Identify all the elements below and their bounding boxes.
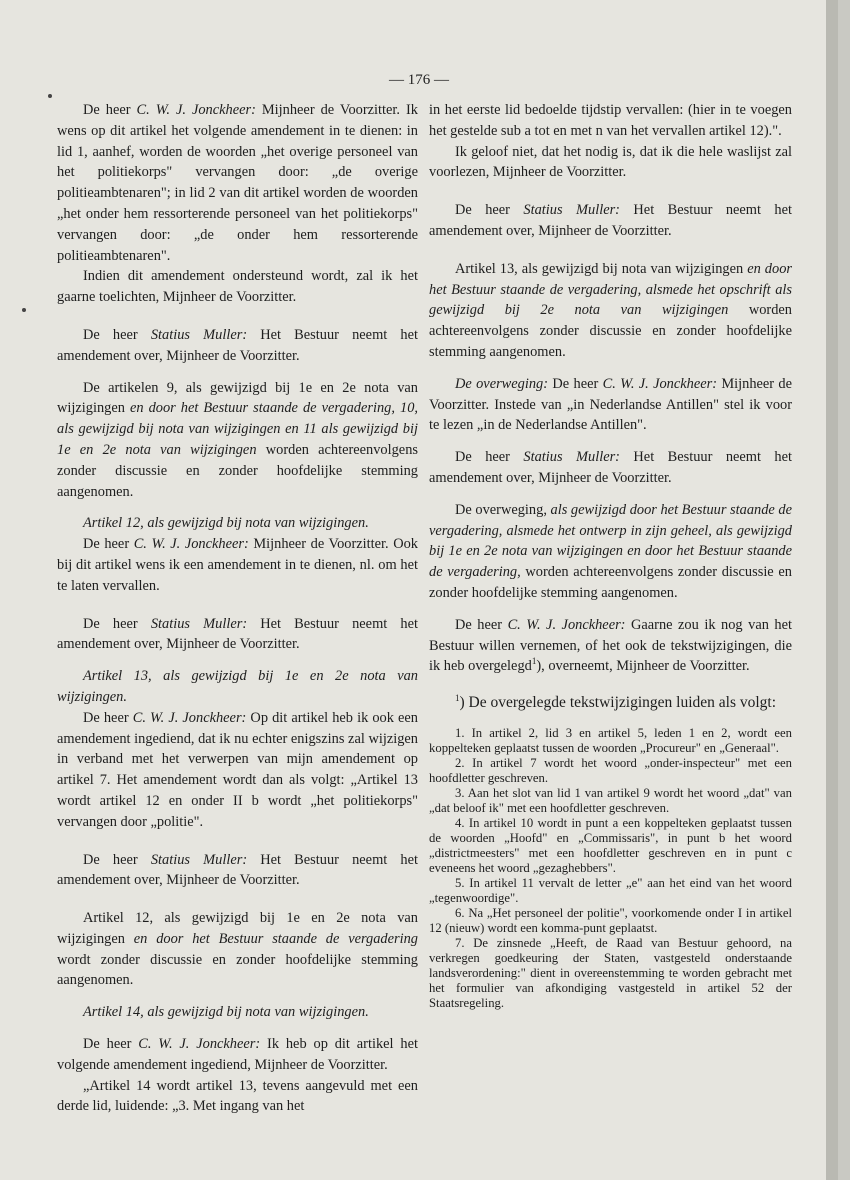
paragraph [429,447,792,489]
speaker-name: C. W. J. Jonckheer: [132,709,247,726]
text: De heer [83,1036,139,1053]
footnote-item: 3. Aan het slot van lid 1 van artikel 9 wordt het woord „dat" van „dat beloof ik" met een hoofdletter geschreven. [429,786,792,816]
right-column [429,100,792,1011]
speaker-name: Statius Muller: [523,449,620,466]
text: De heer [83,709,133,726]
paragraph [57,378,418,503]
speck [48,94,52,98]
text: Het Bestuur neemt het amendement over, Mijnheer de Voorzitter. [57,326,418,364]
speaker-name: C. W. J. Jonckheer: [138,1036,261,1053]
paragraph [57,850,418,892]
paragraph [57,614,418,656]
text: Artikel 12, als gewijzigd bij 1e en 2e nota van wijzigingen [57,910,418,947]
text: Het Bestuur neemt het amendement over, Mijnheer de Voorzitter. [57,851,418,889]
footnote-ref: 1 [531,656,537,667]
paragraph [57,708,418,833]
text: Gaarne zou ik nog van het Bestuur willen vernemen, of het ook de tekstwijzigingen, die ik heb overgelegd [429,616,793,675]
text: De heer [455,202,524,219]
text: De artikelen 9, als gewijzigd bij 1e en 2e nota van wijzigingen [57,379,418,417]
italic-text: Artikel 14, als gewijzigd bij nota van wijzigingen. [83,1004,369,1021]
speaker-name: C. W. J. Jonckheer: [133,536,249,553]
italic-text: en door het Bestuur staande de vergadering, 10, als gewijzigd bij nota van wijzigingen en 11 als gewijzigd bij 1e en 2e nota van wijzigingen [57,400,418,458]
text: Het Bestuur neemt het amendement over, Mijnheer de Voorzitter. [429,202,792,239]
paragraph: Ik geloof niet, dat het nodig is, dat ik die hele waslijst zal voorlezen, Mijnheer de Voorzitter. [429,143,792,181]
footnote-item: 7. De zinsnede „Heeft, de Raad van Bestuur gehoord, na verkregen goedkeuring der Staten, vastgesteld onderstaande landsverordening:" dient in overeenstemming te worden gebracht met het formulier van afkondiging vastgesteld in artikel 52 der Staatsregeling. [429,936,792,1011]
speaker-name: Statius Muller: [150,851,248,868]
italic-text: en door het Bestuur staande de vergadering, alsmede het opschrift als gewijzigd bij 2e nota van wijzigingen [429,260,792,319]
italic-text: De overweging: [455,375,549,392]
left-column [57,100,418,1117]
text: De heer [455,616,508,633]
footnote-item: 4. In artikel 10 wordt in punt a een koppelteken geplaatst tussen de woorden „Hoofd" en „Commissaris", in punt b het woord „districtmeesters" met een hoofdletter geschreven en in punt c eveneens het woord „gezaghebbers". [429,816,792,876]
footnote-heading [429,691,792,714]
paragraph [57,325,418,367]
text: De heer [83,851,151,868]
italic-text: Artikel 13, als gewijzigd bij 1e en 2e nota van wijzigingen. [57,668,418,705]
italic-text: Artikel 12, als gewijzigd bij nota van wijzigingen. [83,515,369,532]
text: De heer [83,615,151,632]
text: Mijnheer de Voorzitter. Instede van „in Nederlandse Antillen" stel ik voor te lezen „in de Nederlandse Antillen". [429,375,793,434]
paragraph [57,908,418,991]
text: Artikel 13, als gewijzigd bij nota van wijzigingen [455,260,748,277]
paragraph: „Artikel 14 wordt artikel 13, tevens aangevuld met een derde lid, luidende: „3. Met ingang van het [57,1077,418,1115]
speaker-name: C. W. J. Jonckheer: [136,102,256,118]
italic-text: als gewijzigd door het Bestuur staande de vergadering, alsmede het ontwerp in zijn geheel, als gewijzigd bij 1e en 2e nota van wijzigingen en door het Bestuur staande de vergadering, [429,501,792,581]
speaker-name: C. W. J. Jonckheer: [602,375,717,392]
text: De heer [83,102,137,118]
text: ), overneemt, Mijnheer de Voorzitter. [536,658,750,675]
text: Het Bestuur neemt het amendement over, Mijnheer de Voorzitter. [57,615,418,653]
article-heading [57,1002,418,1023]
text: worden achtereenvolgens zonder discussie en zonder hoofdelijke stemming aangenomen. [57,441,418,500]
text: Het Bestuur neemt het amendement over, Mijnheer de Voorzitter. [429,449,792,486]
footnote-item: 6. Na „Het personeel der politie", voorkomende onder I in artikel 12 (nieuw) wordt een komma-punt geplaatst. [429,906,792,936]
speaker-name: Statius Muller: [150,326,248,343]
text: De heer [83,536,134,553]
footnote-marker: 1 [455,692,460,703]
footnote-item: 5. In artikel 11 vervalt de letter „e" aan het eind van het woord „tegenwoordige". [429,876,792,906]
paragraph [57,100,418,266]
paragraph [429,374,792,436]
italic-text: en door het Bestuur staande de vergadering [133,930,419,947]
paragraph [429,200,792,242]
paragraph [57,1034,418,1076]
paragraph: Indien dit amendement ondersteund wordt, zal ik het gaarne toelichten, Mijnheer de Voorzitter. [57,268,418,306]
speaker-name: Statius Muller: [523,202,620,219]
text: Ik heb op dit artikel het volgende amendement ingediend, Mijnheer de Voorzitter. [57,1036,418,1073]
paragraph [57,534,418,596]
text: De overweging, [455,501,551,518]
text: ) De overgelegde tekstwijzigingen luiden als volgt: [459,694,777,712]
text: Mijnheer de Voorzitter. Ik wens op dit artikel het volgende amendement in te dienen: in lid 1, aanhef, worden de woorden „het overige personeel van het politiekorps" vervangen door: „de overige politieambtenaren"; in lid 2 van dit artikel worden de woorden „het onder hem ressorterende personeel van het politiekorps" vervangen door: „de onder hem ressorterende politieambtenaren". [57,102,418,264]
paragraph [429,615,792,677]
speaker-name: C. W. J. Jonckheer: [507,616,626,633]
page-number: — 176 — [389,72,449,88]
text: De heer [83,326,151,343]
text: De heer [455,449,524,466]
text: worden achtereenvolgens zonder discussie en zonder hoofdelijke stemming aangenomen. [429,564,792,601]
text: De heer [548,375,603,392]
text: Op dit artikel heb ik ook een amendement ingediend, dat ik nu echter enigszins zal wijzigen in verband met het verwerpen van mijn amendement op artikel 7. Het amendement wordt dan als volgt: „Artikel 13 wordt artikel 12 en onder II b wordt „het politiekorps" vervangen door „politie". [57,709,418,830]
page-edge [826,0,838,1180]
paragraph [429,259,792,363]
text: wordt zonder discussie en zonder hoofdelijke stemming aangenomen. [57,951,418,989]
paragraph [429,500,792,604]
speck [22,308,26,312]
paragraph: in het eerste lid bedoelde tijdstip vervallen: (hier in te voegen het gestelde sub a tot en met n van het vervallen artikel 12).". [429,102,792,139]
footnote-item: 2. In artikel 7 wordt het woord „onder-inspecteur" met een hoofdletter geschreven. [429,756,792,786]
footnote-item: 1. In artikel 2, lid 3 en artikel 5, leden 1 en 2, wordt een koppelteken geplaatst tussen de woorden „Procureur" en „Generaal". [429,726,792,756]
text: worden achtereenvolgens zonder discussie en zonder hoofdelijke stemming aangenomen. [429,302,792,360]
text: Mijnheer de Voorzitter. Ook bij dit artikel wens ik een amendement in te dienen, nl. om het te laten vervallen. [57,536,418,594]
article-heading [57,666,418,708]
speaker-name: Statius Muller: [150,615,248,632]
article-heading [57,513,418,534]
